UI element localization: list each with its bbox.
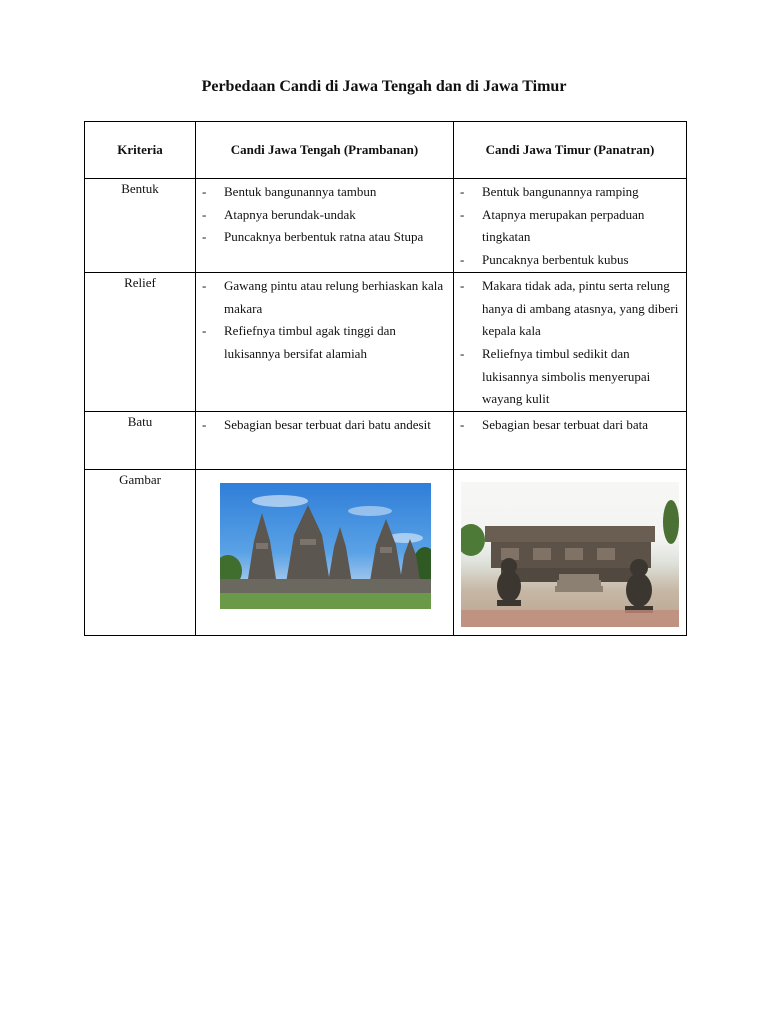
list-item: - Gawang pintu atau relung berhiaskan kala makara <box>202 275 449 320</box>
list-item: - Atapnya berundak-undak <box>202 204 449 227</box>
list-item: - Sebagian besar terbuat dari bata <box>460 414 682 437</box>
list-item: - Sebagian besar terbuat dari batu andesit <box>202 414 449 437</box>
cell-bentuk-timur <box>454 179 687 273</box>
cell-relief-timur <box>454 272 687 411</box>
list-item: - Reliefnya timbul sedikit dan lukisannya simbolis menyerupai wayang kulit <box>460 343 682 411</box>
criterion-batu: Batu <box>85 412 196 470</box>
panataran-temple-image <box>461 482 679 627</box>
list-item: - Makara tidak ada, pintu serta relung hanya di ambang atasnya, yang diberi kepala kala <box>460 275 682 343</box>
list-item: - Bentuk bangunannya tambun <box>202 181 449 204</box>
cell-bentuk-tengah <box>196 179 454 273</box>
cell-gambar-tengah <box>196 470 454 636</box>
cell-batu-timur <box>454 412 687 470</box>
header-jawa-timur: Candi Jawa Timur (Panatran) <box>454 122 687 179</box>
row-batu <box>85 412 687 470</box>
prambanan-temple-image <box>220 483 431 609</box>
list-item: - Bentuk bangunannya ramping <box>460 181 682 204</box>
list-item: - Puncaknya berbentuk kubus <box>460 249 682 272</box>
list-item: - Atapnya merupakan perpaduan tingkatan <box>460 204 682 249</box>
row-relief <box>85 272 687 411</box>
comparison-table <box>84 121 687 636</box>
row-gambar <box>85 470 687 636</box>
criterion-gambar: Gambar <box>85 470 196 636</box>
header-row <box>85 122 687 179</box>
header-kriteria: Kriteria <box>85 122 196 179</box>
document-title: Perbedaan Candi di Jawa Tengah dan di Jawa Timur <box>201 78 567 95</box>
cell-relief-tengah <box>196 272 454 411</box>
list-item: - Puncaknya berbentuk ratna atau Stupa <box>202 226 449 249</box>
cell-batu-tengah <box>196 412 454 470</box>
list-item: - Refiefnya timbul agak tinggi dan lukisannya bersifat alamiah <box>202 320 449 365</box>
row-bentuk <box>85 179 687 273</box>
cell-gambar-timur <box>454 470 687 636</box>
criterion-relief: Relief <box>85 272 196 411</box>
header-jawa-tengah: Candi Jawa Tengah (Prambanan) <box>196 122 454 179</box>
criterion-bentuk: Bentuk <box>85 179 196 273</box>
